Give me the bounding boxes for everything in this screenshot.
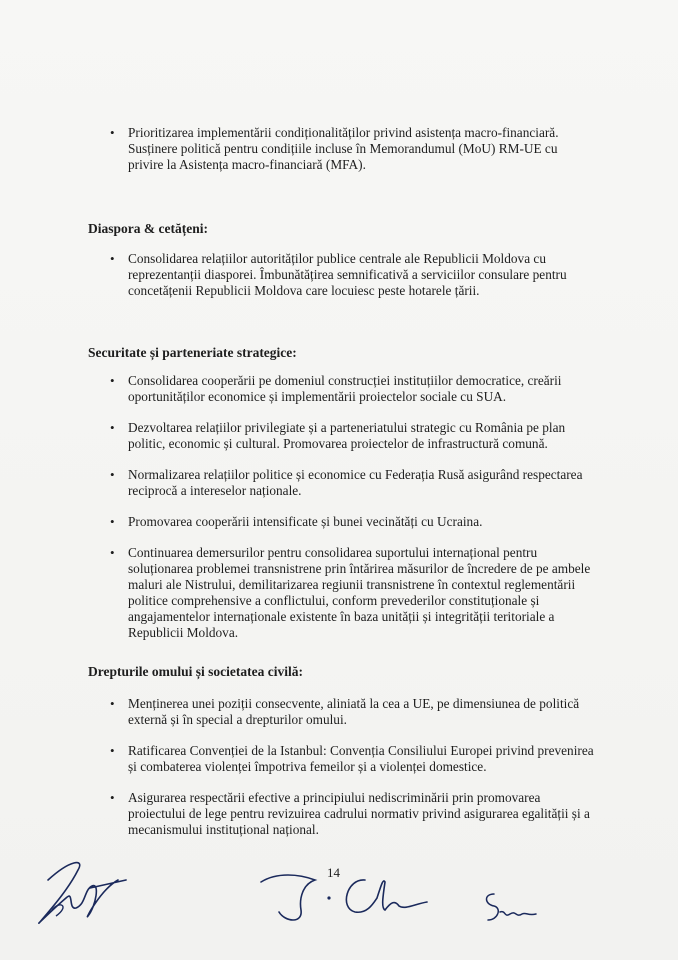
list-item-text: Consolidarea relațiilor autorităților publice centrale ale Republicii Moldova cu reprezentanții diasporei. Îmbunătățirea semnificativă a serviciilor consulare pentru concetățenii Republicii Moldova care locuiesc peste hotarele țării. [128, 251, 567, 298]
list-item [96, 545, 596, 641]
signature-right [480, 888, 540, 928]
bullet: • [110, 420, 115, 435]
list-item [96, 125, 596, 173]
page-number: 14 [327, 865, 340, 880]
section-heading-drepturile-omului: Drepturile omului și societatea civilă: [88, 664, 303, 679]
list-item [96, 251, 596, 299]
section-heading-diaspora: Diaspora & cetățeni: [88, 221, 208, 236]
bullet: • [110, 467, 115, 482]
list-item [96, 467, 596, 499]
list-item-text: Asigurarea respectării efective a principiului nediscriminării prin promovarea proiectului de lege pentru revizuirea cadrului normativ privind asigurarea egalității și a mecanismului instituțional național. [128, 790, 590, 837]
bullet: • [110, 125, 115, 140]
list-item-text: Promovarea cooperării intensificate și bunei vecinătăți cu Ucraina. [128, 514, 483, 529]
list-item-text: Normalizarea relațiilor politice și economice cu Federația Rusă asigurând respectarea reciprocă a intereselor naționale. [128, 467, 583, 498]
list-item-text: Dezvoltarea relațiilor privilegiate și a parteneriatului strategic cu România pe plan politic, economic și cultural. Promovarea proiectelor de infrastructură comună. [128, 420, 566, 451]
list-item-text: Continuarea demersurilor pentru consolidarea suportului internațional pentru soluționarea problemei transnistrene prin întărirea măsurilor de încredere de pe ambele maluri ale Nistrului, demilitarizarea regiunii transnistrene în contextul reglementării politice comprehensive a conflictului, conform prevederilor constituționale și angajamentelor internaționale existente în baza unității și integrității teritoriale a Republicii Moldova. [128, 545, 591, 640]
list-item-text: Menținerea unei poziții consecvente, aliniată la cea a UE, pe dimensiunea de politică externă și în special a drepturilor omului. [128, 696, 580, 727]
list-item-text: Prioritizarea implementării condiționalităților privind asistența macro-financiară. Susținere politică pentru condițiile incluse în Memorandumul (MoU) RM-UE cu privire la Asistența macro-financiară (MFA). [128, 125, 559, 172]
list-item [96, 743, 596, 775]
bullet: • [110, 545, 115, 560]
section-heading-securitate: Securitate și parteneriate strategice: [88, 345, 297, 360]
bullet: • [110, 790, 115, 805]
bullet: • [110, 251, 115, 266]
list-item [96, 790, 596, 838]
bullet: • [110, 373, 115, 388]
list-item [96, 373, 596, 405]
list-item [96, 514, 596, 530]
list-item [96, 420, 596, 452]
signature-middle [255, 868, 430, 928]
bullet: • [110, 696, 115, 711]
bullet: • [110, 514, 115, 529]
list-item [96, 696, 596, 728]
bullet: • [110, 743, 115, 758]
list-item-text: Consolidarea cooperării pe domeniul construcției instituțiilor democratice, creării oportunităților economice și implementării proiectelor sociale cu SUA. [128, 373, 562, 404]
signature-left [30, 850, 130, 930]
list-item-text: Ratificarea Convenției de la Istanbul: Convenția Consiliului Europei privind prevenirea și combaterea violenței împotriva femeilor și a violenței domestice. [128, 743, 594, 774]
